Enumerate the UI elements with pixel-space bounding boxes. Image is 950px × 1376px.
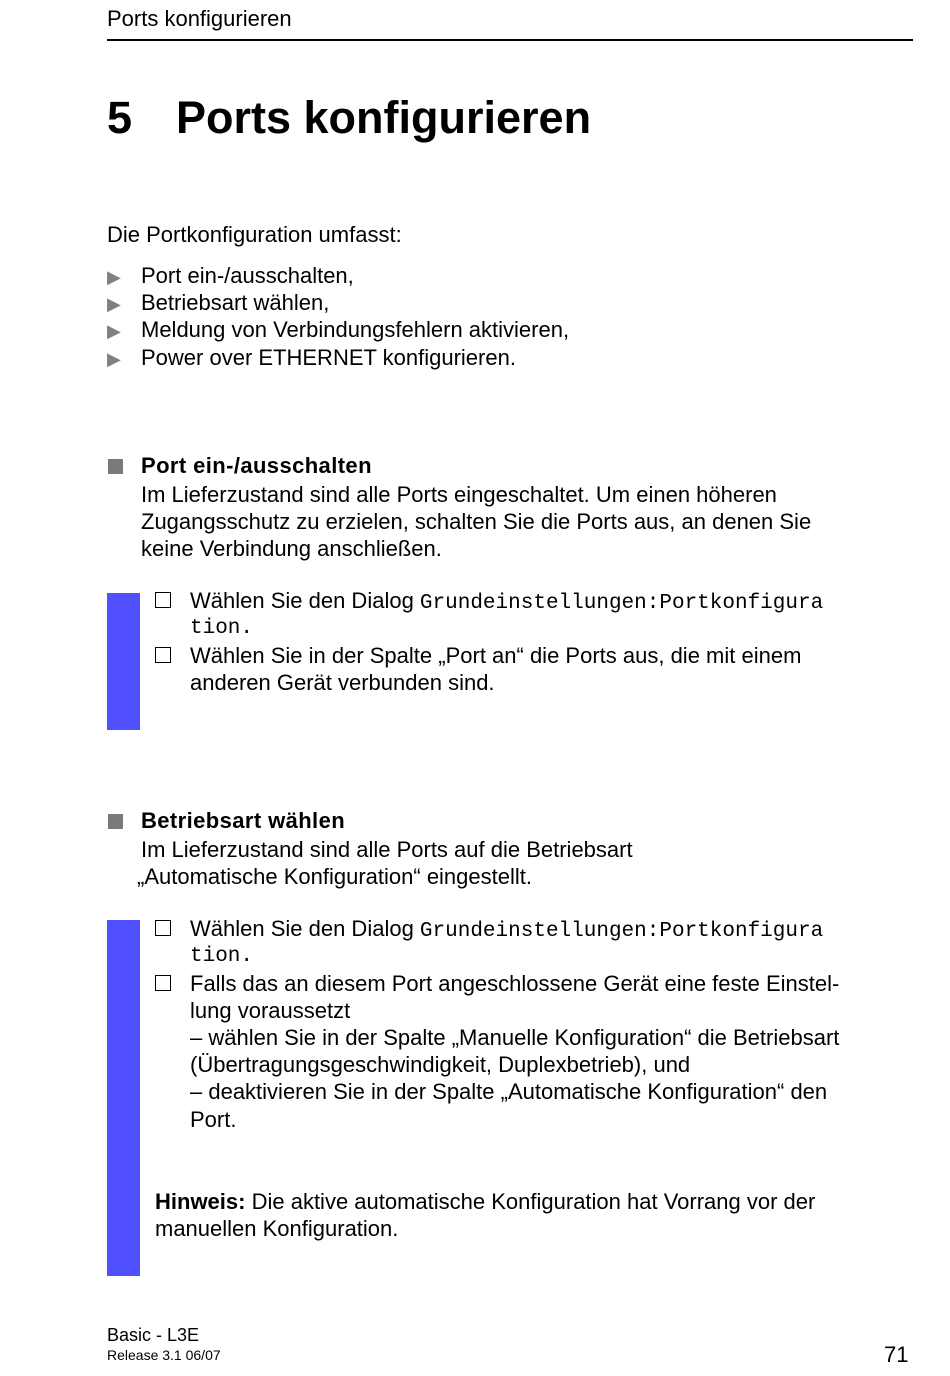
- step-text: anderen Gerät verbunden sind.: [190, 670, 495, 695]
- dialog-path-continued: tion.: [190, 617, 254, 640]
- dialog-path-continued: tion.: [190, 945, 254, 968]
- step-text: Port.: [190, 1107, 237, 1132]
- step-text: lung voraussetzt: [190, 998, 351, 1023]
- list-item: ▶ Meldung von Verbindungsfehlern aktivieren,: [107, 316, 569, 345]
- section-body-line: Im Lieferzustand sind alle Ports eingeschaltet. Um einen höheren: [141, 482, 777, 507]
- step-checkbox-icon: [155, 975, 171, 991]
- step-checkbox-icon: [155, 647, 171, 663]
- chapter-number: 5: [107, 92, 133, 143]
- arrow-bullet-icon: ▶: [107, 267, 121, 287]
- section-body-line: Im Lieferzustand sind alle Ports auf die Betriebsart: [141, 837, 633, 862]
- section-body-line: keine Verbindung anschließen.: [141, 536, 442, 561]
- footer-release: Release 3.1 06/07: [107, 1347, 221, 1363]
- section-body-line: „Automatische Konfiguration“ eingestellt.: [137, 864, 532, 889]
- list-item: ▶ Betriebsart wählen,: [107, 289, 329, 318]
- step-checkbox-icon: [155, 920, 171, 936]
- step-checkbox-icon: [155, 592, 171, 608]
- chapter-heading: [107, 92, 591, 144]
- step-text: – deaktivieren Sie in der Spalte „Automatische Konfiguration“ den: [190, 1079, 828, 1104]
- step-text: Falls das an diesem Port angeschlossene Gerät eine feste Einstel-: [190, 971, 840, 996]
- intro-text: Die Portkonfiguration umfasst:: [107, 222, 402, 247]
- note-label: Hinweis:: [155, 1189, 246, 1214]
- footer-product: Basic - L3E: [107, 1325, 200, 1345]
- page-number: 71: [884, 1342, 909, 1367]
- dialog-path: Grundeinstellungen:Portkonfigura: [419, 920, 824, 943]
- dialog-path: Grundeinstellungen:Portkonfigura: [419, 592, 824, 615]
- section-title: Betriebsart wählen: [141, 808, 346, 833]
- section-body-line: Zugangsschutz zu erzielen, schalten Sie die Ports aus, an denen Sie: [141, 509, 812, 534]
- note-text: manuellen Konfiguration.: [155, 1216, 399, 1241]
- header-rule: [107, 39, 913, 41]
- step-text: – wählen Sie in der Spalte „Manuelle Konfiguration“ die Betriebsart: [190, 1025, 840, 1050]
- list-item: ▶ Power over ETHERNET konfigurieren.: [107, 344, 516, 373]
- arrow-bullet-icon: ▶: [107, 349, 121, 369]
- arrow-bullet-icon: ▶: [107, 294, 121, 314]
- section-title: Port ein-/ausschalten: [141, 453, 372, 478]
- running-header: Ports konfigurieren: [107, 6, 292, 31]
- step-text: (Übertragungsgeschwindigkeit, Duplexbetrieb), und: [190, 1052, 691, 1077]
- step-text: Wählen Sie in der Spalte „Port an“ die Ports aus, die mit einem: [190, 643, 802, 668]
- instruction-bar: [107, 593, 140, 730]
- step-text: Wählen Sie den Dialog Grundeinstellungen:Portkonfigura: [190, 588, 824, 615]
- arrow-bullet-icon: ▶: [107, 321, 121, 341]
- list-item: ▶ Port ein-/ausschalten,: [107, 262, 354, 291]
- section-marker-icon: [108, 459, 123, 474]
- step-text: Wählen Sie den Dialog Grundeinstellungen:Portkonfigura: [190, 916, 824, 943]
- chapter-title: Ports konfigurieren: [176, 92, 592, 143]
- instruction-bar: [107, 920, 140, 1276]
- section-marker-icon: [108, 814, 123, 829]
- note-text: Hinweis: Die aktive automatische Konfiguration hat Vorrang vor der: [155, 1189, 816, 1214]
